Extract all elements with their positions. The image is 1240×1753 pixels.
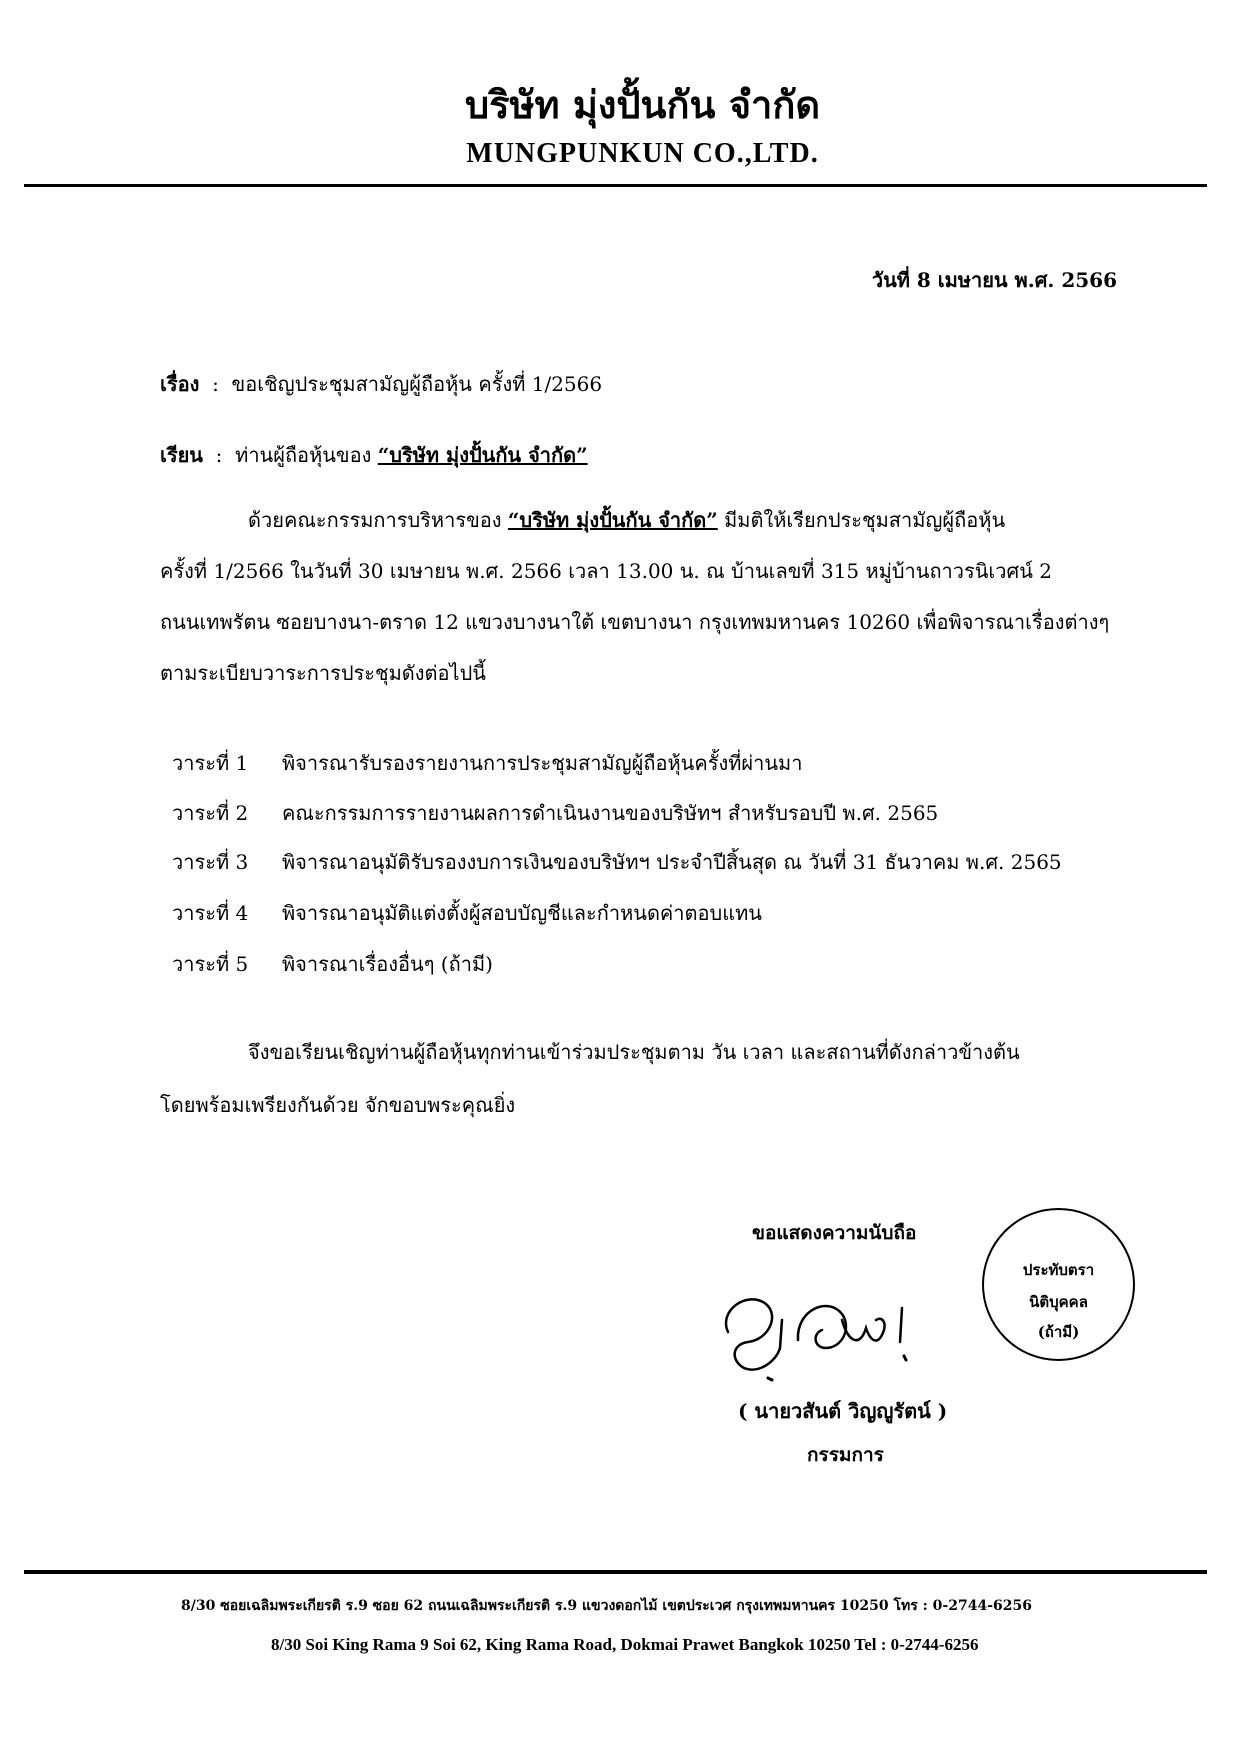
regards-text: ขอแสดงความนับถือ <box>752 1222 917 1244</box>
agenda-label: วาระที่ 2 <box>172 801 249 825</box>
agenda-text: พิจารณาอนุมัติรับรองงบการเงินของบริษัทฯ ประจำปีสิ้นสุด ณ วันที่ 31 ธันวาคม พ.ศ. 2565 <box>282 850 1062 874</box>
body-line1-prefix: ด้วยคณะกรรมการบริหารของ <box>248 508 502 532</box>
agenda-text: พิจารณาเรื่องอื่นๆ (ถ้ามี) <box>282 952 493 976</box>
header-divider <box>24 184 1207 187</box>
company-name-thai: บริษัท มุ่งปั้นกัน จำกัด <box>464 82 821 127</box>
footer-address-thai: 8/30 ซอยเฉลิมพระเกียรติ ร.9 ซอย 62 ถนนเฉลิมพระเกียรติ ร.9 แขวงดอกไม้ เขตประเวศ กรุงเทพมหานคร 10250 โทร : 0-2744-6256 <box>181 1598 1032 1614</box>
body-line1-company: “บริษัท มุ่งปั้นกัน จำกัด” <box>507 508 718 532</box>
agenda-text: พิจารณารับรองรายงานการประชุมสามัญผู้ถือหุ้นครั้งที่ผ่านมา <box>282 751 803 775</box>
recipient-colon: : <box>209 443 229 467</box>
closing-line-2: โดยพร้อมเพรียงกันด้วย จักขอบพระคุณยิ่ง <box>160 1093 516 1117</box>
body-line1-suffix: มีมติให้เรียกประชุมสามัญผู้ถือหุ้น <box>724 508 1006 532</box>
body-line-3: ถนนเทพรัตน ซอยบางนา-ตราด 12 แขวงบางนาใต้ เขตบางนา กรุงเทพมหานคร 10260 เพื่อพิจารณาเรื่องต่างๆ <box>160 610 1110 634</box>
agenda-item <box>172 897 762 929</box>
footer-divider <box>24 1570 1207 1574</box>
recipient-label: เรียน <box>160 443 203 467</box>
agenda-item <box>172 846 1062 878</box>
agenda-item <box>172 747 802 779</box>
signatory-title: กรรมการ <box>807 1444 884 1466</box>
body-line-1 <box>248 504 1005 536</box>
agenda-text: พิจารณาอนุมัติแต่งตั้งผู้สอบบัญชีและกำหนดค่าตอบแทน <box>282 901 762 925</box>
signatory-name: ( นายวสันต์ วิญญูรัตน์ ) <box>738 1399 948 1423</box>
company-seal-placeholder <box>982 1208 1135 1361</box>
subject-colon: : <box>205 372 226 396</box>
agenda-item <box>172 948 493 980</box>
recipient-prefix: ท่านผู้ถือหุ้นของ <box>235 443 372 467</box>
seal-line-2: นิติบุคคล <box>1029 1293 1088 1311</box>
agenda-label: วาระที่ 3 <box>172 850 249 874</box>
subject-line <box>160 368 602 400</box>
agenda-text: คณะกรรมการรายงานผลการดำเนินงานของบริษัทฯ สำหรับรอบปี พ.ศ. 2565 <box>282 801 939 825</box>
footer-address-english: 8/30 Soi King Rama 9 Soi 62, King Rama Road, Dokmai Prawet Bangkok 10250 Tel : 0-2744-6256 <box>271 1635 979 1654</box>
subject-text: ขอเชิญประชุมสามัญผู้ถือหุ้น ครั้งที่ 1/2566 <box>231 372 603 396</box>
seal-line-3: (ถ้ามี) <box>1037 1323 1080 1341</box>
agenda-label: วาระที่ 1 <box>172 751 249 775</box>
handwritten-signature <box>718 1270 968 1390</box>
closing-line-1: จึงขอเรียนเชิญท่านผู้ถือหุ้นทุกท่านเข้าร่วมประชุมตาม วัน เวลา และสถานที่ดังกล่าวข้างต้น <box>248 1040 1020 1064</box>
agenda-label: วาระที่ 5 <box>172 952 249 976</box>
subject-label: เรื่อง <box>160 372 200 396</box>
company-name-english: MUNGPUNKUN CO.,LTD. <box>466 138 819 169</box>
body-line-2: ครั้งที่ 1/2566 ในวันที่ 30 เมษายน พ.ศ. 2566 เวลา 13.00 น. ณ บ้านเลขที่ 315 หมู่บ้านถาวรนิเวศน์ 2 <box>160 559 1052 583</box>
seal-line-1: ประทับตรา <box>1022 1261 1095 1279</box>
letter-date: วันที่ 8 เมษายน พ.ศ. 2566 <box>871 268 1117 292</box>
recipient-line <box>160 439 588 471</box>
body-line-4: ตามระเบียบวาระการประชุมดังต่อไปนี้ <box>160 661 486 685</box>
agenda-label: วาระที่ 4 <box>172 901 249 925</box>
agenda-item <box>172 797 938 829</box>
recipient-company: “บริษัท มุ่งปั้นกัน จำกัด” <box>377 443 588 467</box>
